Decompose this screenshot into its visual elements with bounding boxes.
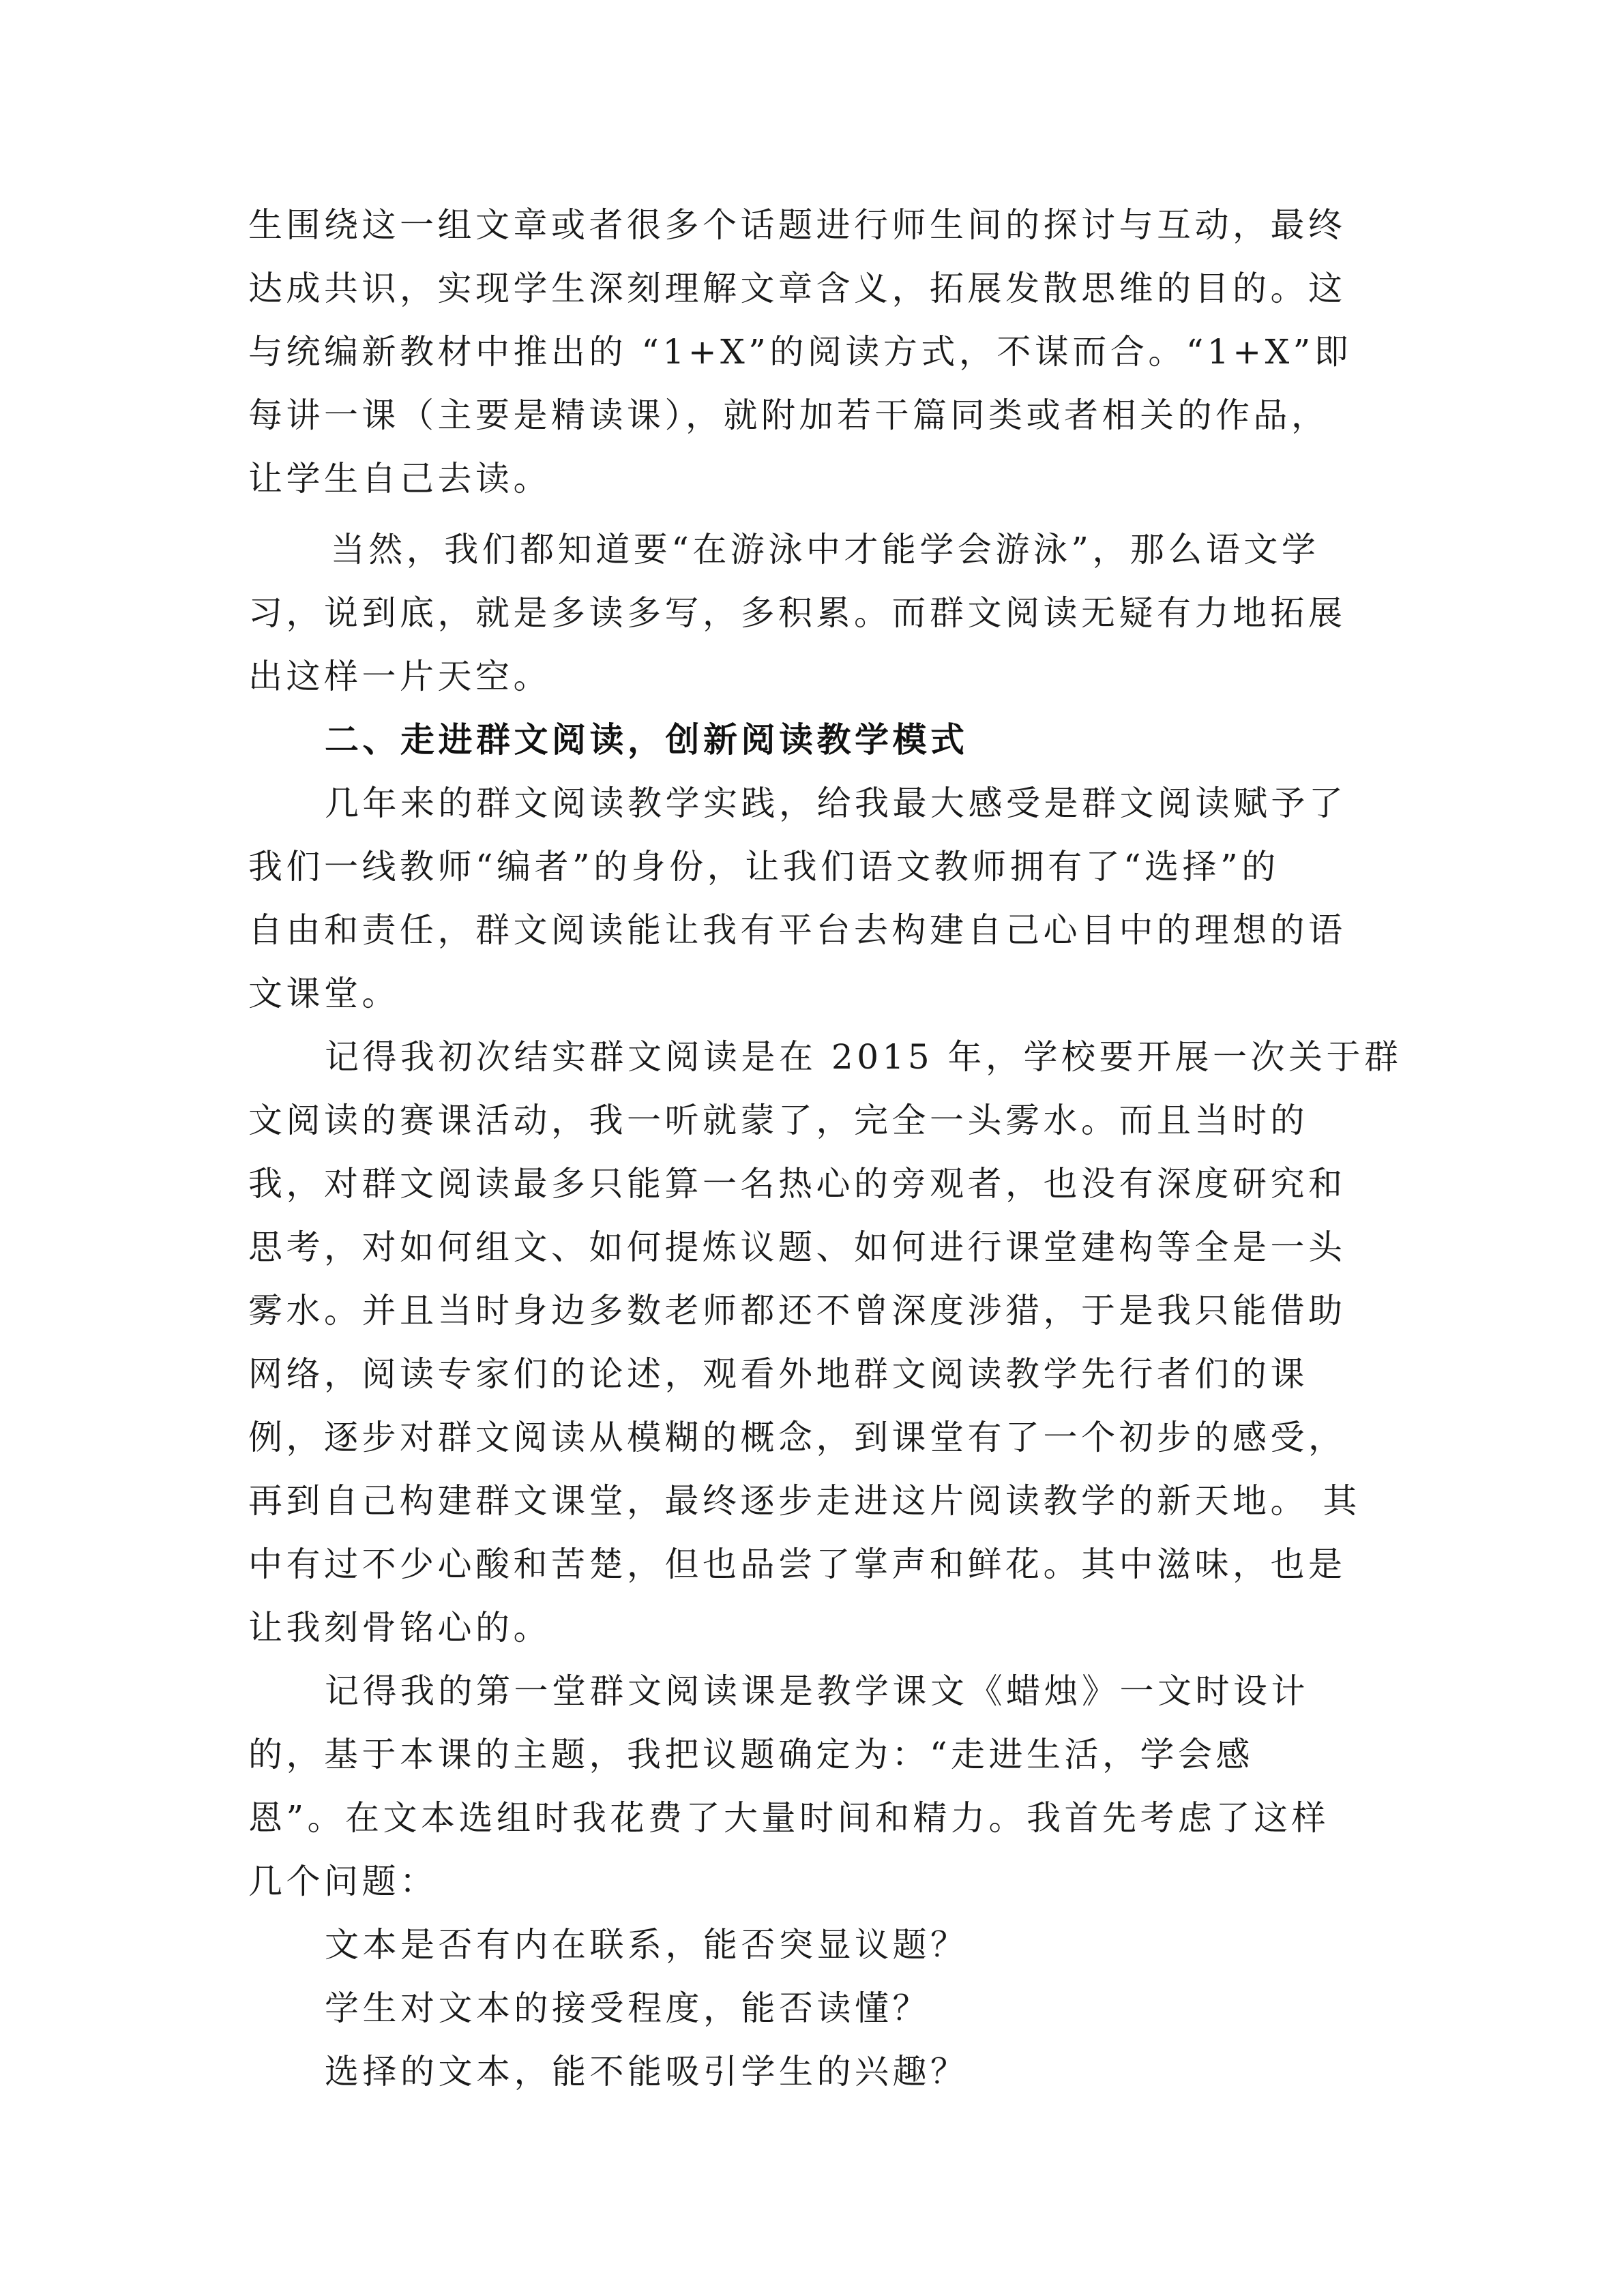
question-line: 选择的文本，能不能吸引学生的兴趣？ [325,2052,969,2091]
text-line: 再到自己构建群文课堂，最终逐步走进这片阅读教学的新天地。 其 [248,1481,1361,1521]
text-line: 我们一线教师“编者”的身份，让我们语文教师拥有了“选择”的 [248,847,1280,886]
text-line: 生围绕这一组文章或者很多个话题进行师生间的探讨与互动，最终 [248,205,1346,245]
text-line: 雾水。并且当时身边多数老师都还不曾深度涉猎，于是我只能借助 [248,1291,1346,1330]
section-heading: 二、走进群文阅读，创新阅读教学模式 [325,720,969,760]
text-line: 记得我的第一堂群文阅读课是教学课文《蜡烛》一文时设计 [325,1671,1309,1711]
text-line: 思考，对如何组文、如何提炼议题、如何进行课堂建构等全是一头 [248,1227,1346,1267]
text-line: 习，说到底，就是多读多写，多积累。而群文阅读无疑有力地拓展 [248,593,1346,633]
text-line: 几年来的群文阅读教学实践，给我最大感受是群文阅读赋予了 [325,784,1347,823]
text-line: 记得我初次结实群文阅读是在 2015 年，学校要开展一次关于群 [325,1037,1402,1077]
text-line: 我，对群文阅读最多只能算一名热心的旁观者，也没有深度研究和 [248,1164,1346,1204]
text-line: 与统编新教材中推出的 “1+X”的阅读方式，不谋而合。“1+X”即 [248,332,1353,372]
text-line: 的，基于本课的主题，我把议题确定为：“走进生活，学会感 [248,1735,1254,1774]
text-line: 恩”。在文本选组时我花费了大量时间和精力。我首先考虑了这样 [248,1798,1330,1838]
text-line: 例，逐步对群文阅读从模糊的概念，到课堂有了一个初步的感受， [248,1418,1346,1457]
text-line: 当然，我们都知道要“在游泳中才能学会游泳”，那么语文学 [301,530,1320,569]
text-line: 文阅读的赛课活动，我一听就蒙了，完全一头雾水。而且当时的 [248,1101,1308,1140]
text-line: 网络，阅读专家们的论述，观看外地群文阅读教学先行者们的课 [248,1354,1308,1394]
text-line: 让我刻骨铭心的。 [248,1608,551,1648]
text-line: 达成共识，实现学生深刻理解文章含义，拓展发散思维的目的。这 [248,269,1346,308]
question-line: 学生对文本的接受程度，能否读懂？ [325,1988,930,2028]
question-line: 文本是否有内在联系，能否突显议题？ [325,1925,969,1965]
text-line: 自由和责任，群文阅读能让我有平台去构建自己心目中的理想的语 [248,910,1346,950]
text-line: 出这样一片天空。 [248,657,551,696]
text-line: 中有过不少心酸和苦楚，但也品尝了掌声和鲜花。其中滋味，也是 [248,1545,1346,1584]
text-line: 文课堂。 [248,974,400,1013]
text-line: 几个问题： [248,1862,438,1901]
text-line: 让学生自己去读。 [248,459,551,498]
text-line: 每讲一课（主要是精读课），就附加若干篇同类或者相关的作品， [248,396,1329,435]
